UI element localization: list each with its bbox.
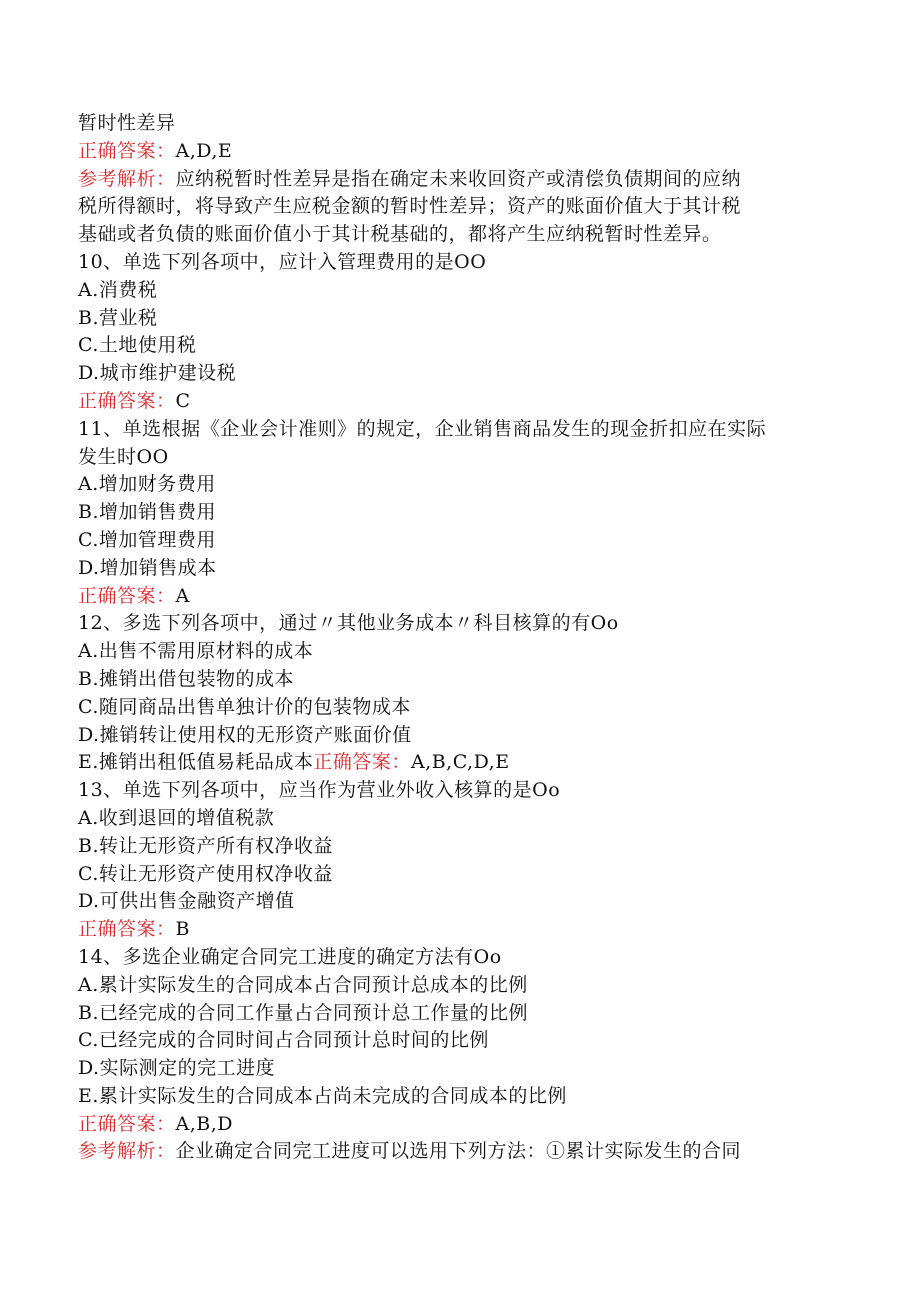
option-line bbox=[78, 555, 838, 583]
question-text: 11、单选根据《企业会计准则》的规定，企业销售商品发生的现金折扣应在实际 bbox=[78, 417, 767, 440]
answer-label: 正确答案： bbox=[78, 584, 176, 607]
option-text: D.可供出售金融资产增值 bbox=[78, 890, 295, 913]
answer-label: 正确答案： bbox=[78, 139, 176, 162]
option-line bbox=[78, 666, 838, 694]
answer-value: B bbox=[175, 918, 190, 941]
option-text: C.增加管理费用 bbox=[78, 528, 216, 551]
option-line bbox=[78, 972, 838, 1000]
option-text: C.随同商品出售单独计价的包装物成本 bbox=[78, 695, 411, 718]
question-10 bbox=[78, 249, 838, 277]
option-line bbox=[78, 833, 838, 861]
option-answer-line bbox=[78, 749, 838, 777]
answer-line bbox=[78, 583, 838, 611]
option-text: E.摊销出租低值易耗品成本 bbox=[78, 751, 314, 774]
option-line bbox=[78, 638, 838, 666]
option-line bbox=[78, 861, 838, 889]
option-text: C.已经完成的合同时间占合同预计总时间的比例 bbox=[78, 1029, 489, 1052]
answer-value: A,B,C,D,E bbox=[410, 751, 510, 774]
question-13 bbox=[78, 777, 838, 805]
question-text: 13、单选下列各项中，应当作为营业外收入核算的是Oo bbox=[78, 779, 561, 802]
option-text: A.累计实际发生的合同成本占合同预计总成本的比例 bbox=[78, 973, 528, 996]
answer-line bbox=[78, 138, 838, 166]
question-11-cont bbox=[78, 444, 838, 472]
option-text: B.摊销出借包装物的成本 bbox=[78, 667, 295, 690]
answer-value: A,B,D bbox=[175, 1112, 234, 1135]
analysis-line bbox=[78, 1138, 838, 1166]
question-12 bbox=[78, 610, 838, 638]
text-line bbox=[78, 110, 838, 138]
answer-line bbox=[78, 1111, 838, 1139]
option-line bbox=[78, 1000, 838, 1028]
option-line bbox=[78, 305, 838, 333]
analysis-text: 基础或者负债的账面价值小于其计税基础的，都将产生应纳税暂时性差异。 bbox=[78, 223, 722, 246]
option-line bbox=[78, 471, 838, 499]
option-line bbox=[78, 888, 838, 916]
answer-label: 正确答案： bbox=[313, 751, 411, 774]
option-text: C.转让无形资产使用权净收益 bbox=[78, 862, 333, 885]
option-text: B.营业税 bbox=[78, 306, 158, 329]
option-text: C.土地使用税 bbox=[78, 334, 197, 357]
option-text: D.增加销售成本 bbox=[78, 556, 217, 579]
analysis-label: 参考解析： bbox=[78, 1140, 176, 1163]
text: 暂时性差异 bbox=[78, 112, 176, 134]
option-text: D.摊销转让使用权的无形资产账面价值 bbox=[78, 723, 412, 746]
option-line bbox=[78, 527, 838, 555]
answer-value: C bbox=[175, 389, 191, 412]
answer-label: 正确答案： bbox=[78, 1112, 176, 1135]
option-line bbox=[78, 1055, 838, 1083]
question-text: 12、多选下列各项中，通过〃其他业务成本〃科目核算的有Oo bbox=[78, 612, 619, 635]
option-line bbox=[78, 694, 838, 722]
answer-value: A,D,E bbox=[175, 139, 233, 162]
question-11 bbox=[78, 416, 838, 444]
analysis-text: 税所得额时，将导致产生应税金额的暂时性差异；资产的账面价值大于其计税 bbox=[78, 195, 742, 218]
analysis-line bbox=[78, 193, 838, 221]
document-body bbox=[78, 110, 838, 1166]
option-line bbox=[78, 1083, 838, 1111]
question-14 bbox=[78, 944, 838, 972]
analysis-text: 企业确定合同完工进度可以选用下列方法：①累计实际发生的合同 bbox=[175, 1140, 742, 1163]
question-text: 14、多选企业确定合同完工进度的确定方法有Oo bbox=[78, 945, 502, 968]
analysis-text: 应纳税暂时性差异是指在确定未来收回资产或清偿负债期间的应纳 bbox=[175, 167, 742, 190]
option-line bbox=[78, 360, 838, 388]
option-line bbox=[78, 332, 838, 360]
answer-label: 正确答案： bbox=[78, 918, 176, 941]
option-text: A.出售不需用原材料的成本 bbox=[78, 640, 314, 663]
option-text: B.已经完成的合同工作量占合同预计总工作量的比例 bbox=[78, 1001, 529, 1024]
option-text: E.累计实际发生的合同成本占尚未完成的合同成本的比例 bbox=[78, 1084, 567, 1107]
analysis-line bbox=[78, 166, 838, 194]
option-line bbox=[78, 722, 838, 750]
option-text: A.增加财务费用 bbox=[78, 473, 216, 496]
option-text: A.消费税 bbox=[78, 278, 158, 301]
analysis-line bbox=[78, 221, 838, 249]
option-text: D.城市维护建设税 bbox=[78, 362, 237, 385]
answer-line bbox=[78, 916, 838, 944]
option-text: B.转让无形资产所有权净收益 bbox=[78, 834, 334, 857]
option-line bbox=[78, 805, 838, 833]
analysis-label: 参考解析： bbox=[78, 167, 176, 190]
answer-label: 正确答案： bbox=[78, 389, 176, 412]
option-line bbox=[78, 1027, 838, 1055]
option-text: D.实际测定的完工进度 bbox=[78, 1057, 276, 1080]
question-text: 发生时OO bbox=[78, 445, 169, 468]
answer-value: A bbox=[175, 584, 190, 607]
option-text: B.增加销售费用 bbox=[78, 501, 217, 524]
question-text: 10、单选下列各项中，应计入管理费用的是OO bbox=[78, 250, 487, 273]
answer-line bbox=[78, 388, 838, 416]
option-text: A.收到退回的增值税款 bbox=[78, 806, 275, 829]
option-line bbox=[78, 499, 838, 527]
option-line bbox=[78, 277, 838, 305]
